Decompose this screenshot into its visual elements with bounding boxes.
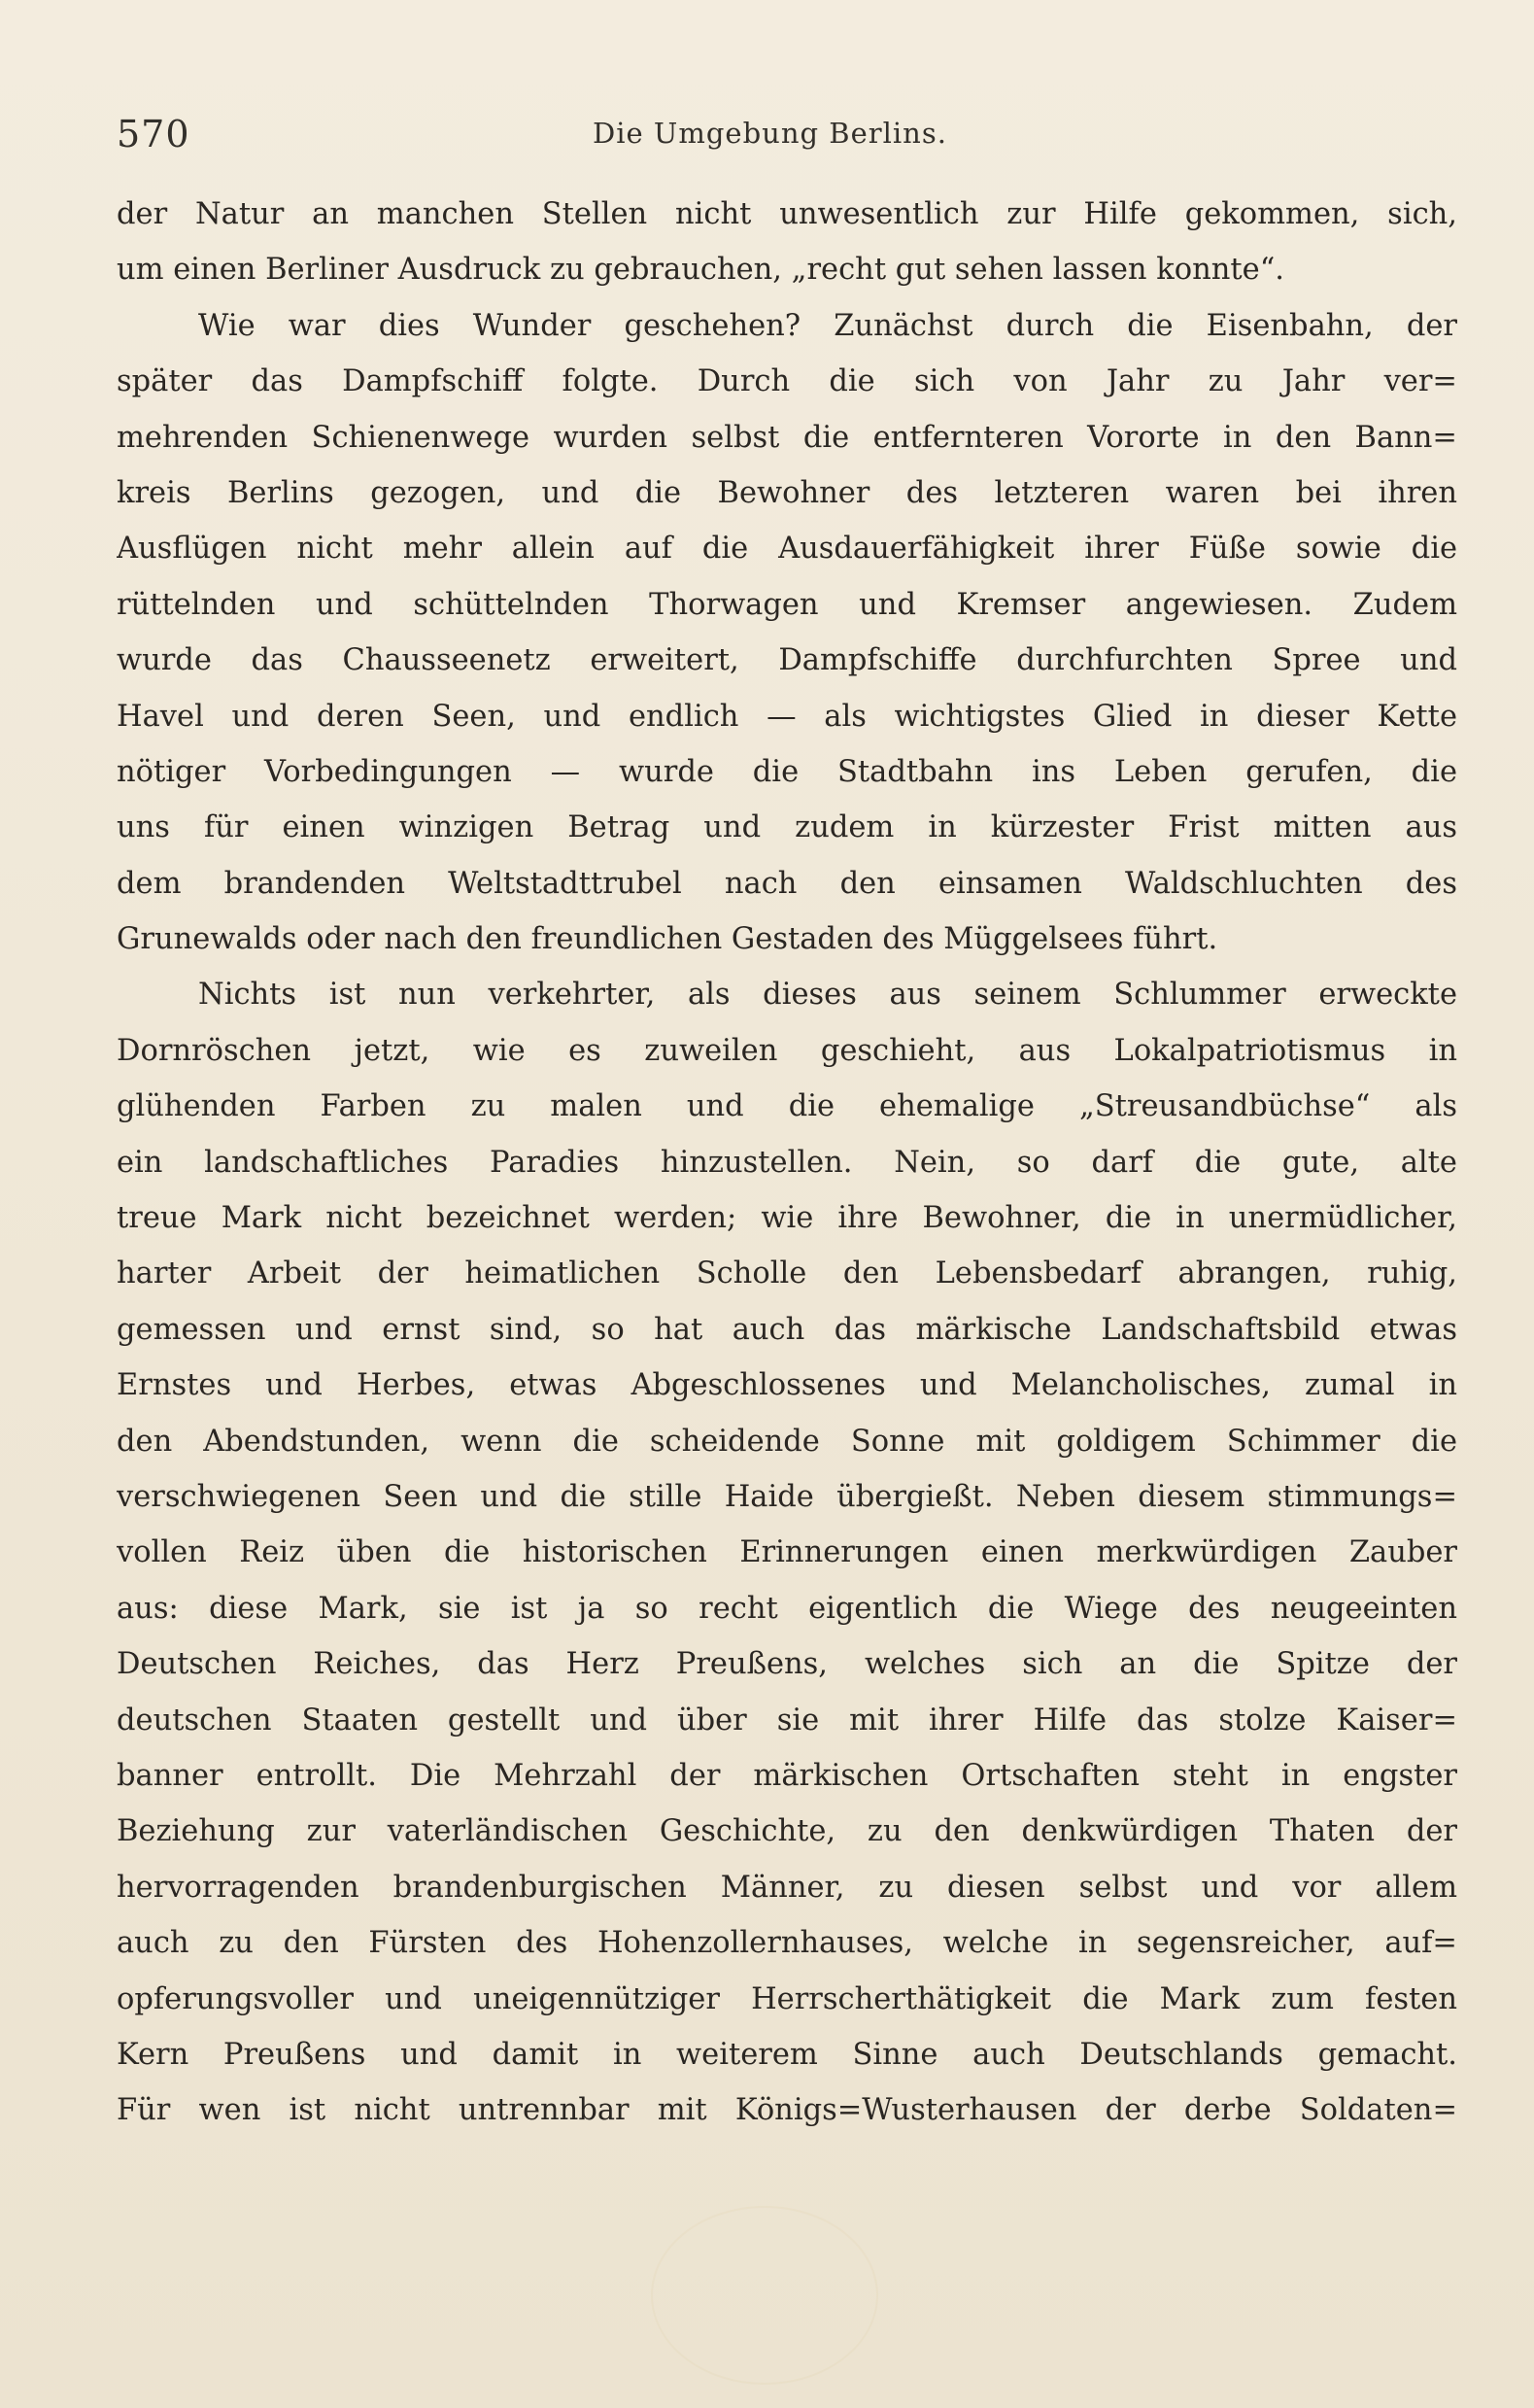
- text-line: Grunewalds oder nach den freundlichen Gestaden des Müggelsees führt.: [117, 922, 1218, 957]
- running-head: Die Umgebung Berlins.: [593, 117, 947, 150]
- text-line: gemessen und ernst sind, so hat auch das märkische Landschaftsbild etwas: [117, 1312, 1457, 1347]
- text-line: dem brandenden Weltstadttrubel nach den einsamen Waldschluchten des: [117, 866, 1457, 901]
- text-line: treue Mark nicht bezeichnet werden; wie ihre Bewohner, die in unermüdlicher,: [117, 1201, 1457, 1236]
- text-line: später das Dampfschiff folgte. Durch die sich von Jahr zu Jahr ver=: [117, 364, 1457, 399]
- text-line: kreis Berlins gezogen, und die Bewohner des letzteren waren bei ihren: [117, 475, 1457, 510]
- text-line: Ernstes und Herbes, etwas Abgeschlossenes und Melancholisches, zumal in: [117, 1368, 1457, 1403]
- text-line: glühenden Farben zu malen und die ehemalige „Streusandbüchse“ als: [117, 1089, 1457, 1124]
- text-line: harter Arbeit der heimatlichen Scholle den Lebensbedarf abrangen, ruhig,: [117, 1256, 1457, 1291]
- text-line: auch zu den Fürsten des Hohenzollernhauses, welche in segensreicher, auf=: [117, 1926, 1457, 1961]
- body-text: [117, 187, 1457, 2139]
- text-line: Wie war dies Wunder geschehen? Zunächst durch die Eisenbahn, der: [198, 308, 1457, 343]
- text-line: hervorragenden brandenburgischen Männer, zu diesen selbst und vor allem: [117, 1870, 1457, 1905]
- text-line: deutschen Staaten gestellt und über sie mit ihrer Hilfe das stolze Kaiser=: [117, 1703, 1457, 1737]
- text-line: aus: diese Mark, sie ist ja so recht eigentlich die Wiege des neugeeinten: [117, 1591, 1457, 1626]
- text-line: verschwiegenen Seen und die stille Haide übergießt. Neben diesem stimmungs=: [117, 1479, 1457, 1514]
- text-line: vollen Reiz üben die historischen Erinnerungen einen merkwürdigen Zauber: [117, 1535, 1457, 1570]
- text-line: Nichts ist nun verkehrter, als dieses aus seinem Schlummer erweckte: [198, 978, 1457, 1013]
- text-line: Ausflügen nicht mehr allein auf die Ausdauerfähigkeit ihrer Füße sowie die: [117, 532, 1457, 567]
- text-line: opferungsvoller und uneigennütziger Herrscherthätigkeit die Mark zum festen: [117, 1981, 1457, 2016]
- text-line: ein landschaftliches Paradies hinzustellen. Nein, so darf die gute, alte: [117, 1145, 1457, 1180]
- text-line: der Natur an manchen Stellen nicht unwesentlich zur Hilfe gekommen, sich,: [117, 197, 1457, 231]
- page-header: [117, 109, 1457, 167]
- text-line: nötiger Vorbedingungen — wurde die Stadtbahn ins Leben gerufen, die: [117, 754, 1457, 789]
- text-line: banner entrollt. Die Mehrzahl der märkischen Ortschaften steht in engster: [117, 1758, 1457, 1793]
- text-line: rüttelnden und schüttelnden Thorwagen und Kremser angewiesen. Zudem: [117, 587, 1457, 622]
- faint-library-stamp: [651, 2206, 878, 2385]
- text-line: Kern Preußens und damit in weiterem Sinne auch Deutschlands gemacht.: [117, 2037, 1457, 2072]
- text-line: Havel und deren Seen, und endlich — als wichtigstes Glied in dieser Kette: [117, 699, 1457, 734]
- text-line: Deutschen Reiches, das Herz Preußens, welches sich an die Spitze der: [117, 1647, 1457, 1682]
- text-line: um einen Berliner Ausdruck zu gebrauchen, „recht gut sehen lassen konnte“.: [117, 253, 1284, 288]
- text-line: wurde das Chausseenetz erweitert, Dampfschiffe durchfurchten Spree und: [117, 643, 1457, 678]
- text-line: Für wen ist nicht untrennbar mit Königs=Wusterhausen der derbe Soldaten=: [117, 2093, 1457, 2128]
- text-line: Beziehung zur vaterländischen Geschichte, zu den denkwürdigen Thaten der: [117, 1814, 1457, 1849]
- text-line: den Abendstunden, wenn die scheidende Sonne mit goldigem Schimmer die: [117, 1424, 1457, 1459]
- page-number: 570: [117, 113, 190, 155]
- text-line: mehrenden Schienenwege wurden selbst die entfernteren Vororte in den Bann=: [117, 420, 1457, 455]
- text-line: uns für einen winzigen Betrag und zudem in kürzester Frist mitten aus: [117, 810, 1457, 845]
- text-line: Dornröschen jetzt, wie es zuweilen geschieht, aus Lokalpatriotismus in: [117, 1033, 1457, 1068]
